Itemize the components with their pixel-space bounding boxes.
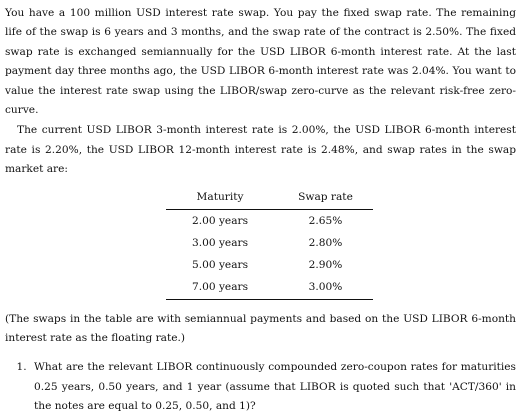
maturity-cell: 3.00 years [191, 236, 249, 249]
rates-paragraph: The current USD LIBOR 3-month interest rate is 2.00%, the USD LIBOR 6-month interest rate is 2.20%, the USD LIBOR 12-month interest rate is 2.48%, and swap rates in the swap market are: [5, 124, 516, 176]
table-header-row [166, 187, 373, 210]
header-swap-rate: Swap rate [298, 190, 353, 203]
intro-paragraph: You have a 100 million USD interest rate swap. You pay the fixed swap rate. The remaining life of the swap is 6 years and 3 months, and the swap rate of the contract is 2.50%. The fixed swap rate is exchanged semiannually for the USD LIBOR 6-month interest rate. At the last payment day three months ago, the USD LIBOR 6-month interest rate was 2.04%. You want to value the interest rate swap using the LIBOR/swap zero-curve as the relevant risk-free zero-curve. [5, 7, 516, 117]
question-item: 1. What are the relevant LIBOR continuously compounded zero-coupon rates for maturities 0.25 years, 0.50 years, and 1 year (assume that LIBOR is quoted such that 'ACT/360' in the notes are equal to 0.25, 0.50, and 1)? [30, 358, 516, 416]
table-note: (The swaps in the table are with semiannual payments and based on the USD LIBOR 6-month interest rate as the floating rate.) [5, 312, 516, 345]
table-row [166, 255, 373, 277]
swap-rate-cell: 2.80% [308, 236, 343, 249]
table-row [166, 233, 373, 255]
swap-rate-cell: 2.65% [308, 214, 343, 227]
table-row [166, 209, 373, 233]
maturity-cell: 7.00 years [191, 280, 249, 293]
question-list [5, 358, 516, 416]
header-maturity: Maturity [196, 190, 244, 203]
maturity-cell: 2.00 years [191, 214, 249, 227]
swap-rate-cell: 2.90% [308, 258, 343, 271]
maturity-cell: 5.00 years [191, 258, 249, 271]
swap-rate-table [166, 187, 373, 300]
swap-rate-cell: 3.00% [308, 280, 343, 293]
table-row [166, 277, 373, 300]
